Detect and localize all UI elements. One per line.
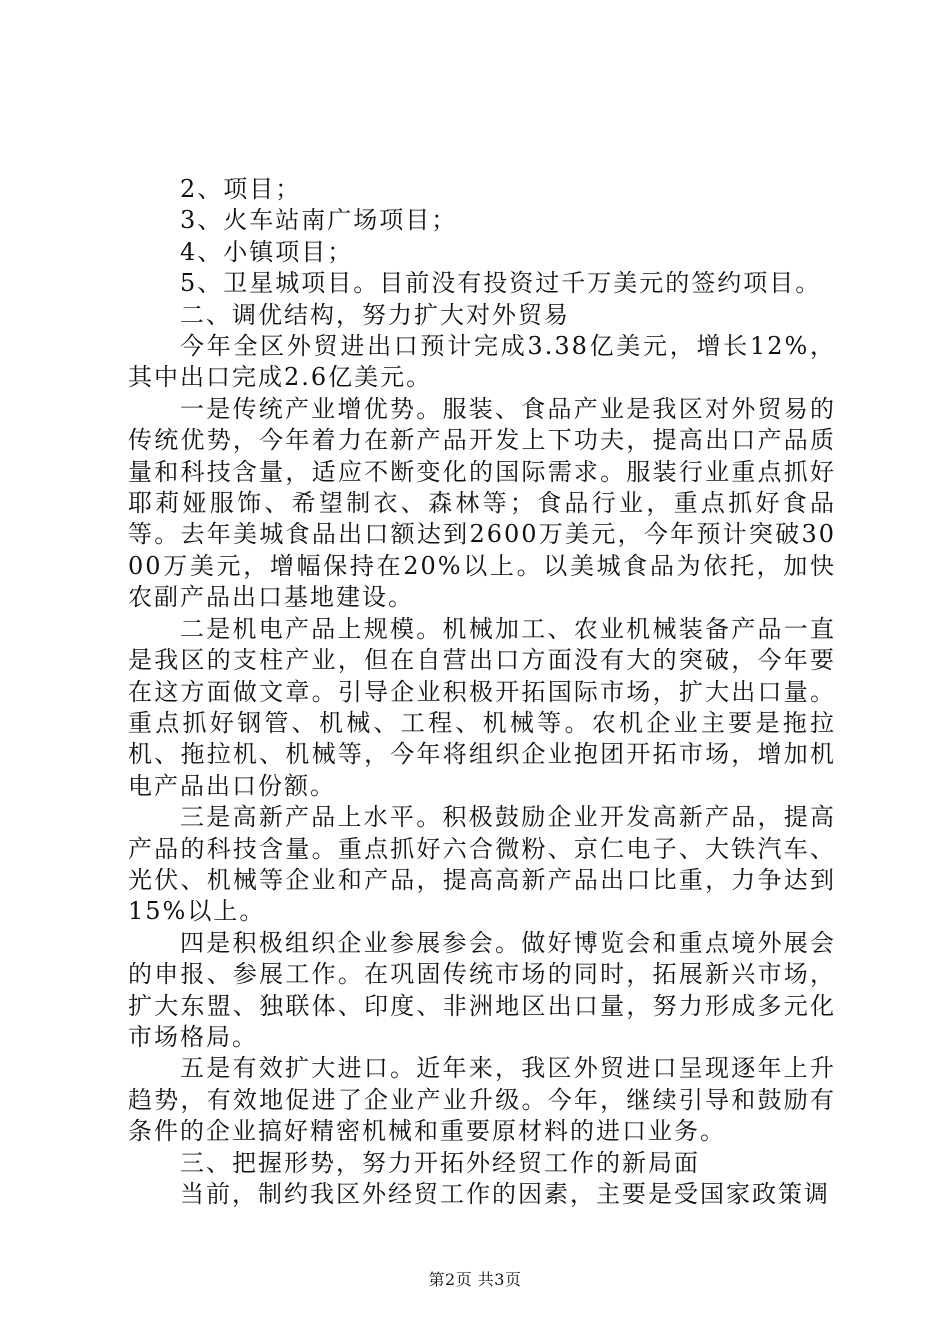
paragraph-trade-summary: 今年全区外贸进出口预计完成3.38亿美元，增长12%，其中出口完成2.6亿美元。 <box>128 332 836 392</box>
section-heading-3: 三、把握形势，努力开拓外经贸工作的新局面 <box>180 1148 700 1177</box>
section-heading-2: 二、调优结构，努力扩大对外贸易 <box>180 300 570 329</box>
list-item-4: 4、小镇项目； <box>180 237 354 266</box>
paragraph-traditional-industry: 一是传统产业增优势。服装、食品产业是我区对外贸易的传统优势，今年着力在新产品开发上下功夫，提高出口产品质量和科技含量，适应不断变化的国际需求。服装行业重点抓好耶莉娅服饰、希望制衣、森林等；食品行业，重点抓好食品等。去年美城食品出口额达到2600万美元，今年预计突破3000万美元，增幅保持在20%以上。以美城食品为依托，加快农副产品出口基地建设。 <box>128 394 836 612</box>
list-item-5: 5、卫星城项目。目前没有投资过千万美元的签约项目。 <box>180 269 822 298</box>
paragraph-current-situation: 当前，制约我区外经贸工作的因素，主要是受国家政策调 <box>180 1180 830 1208</box>
paragraph-exhibitions: 四是积极组织企业参展参会。做好博览会和重点境外展会的申报、参展工作。在巩固传统市场的同时，拓展新兴市场，扩大东盟、独联体、印度、非洲地区出口量，努力形成多元化市场格局。 <box>128 928 836 1051</box>
list-item-2: 2、项目； <box>180 175 302 203</box>
paragraph-high-tech: 三是高新产品上水平。积极鼓励企业开发高新产品，提高产品的科技含量。重点抓好六合微粉、京仁电子、大铁汽车、光伏、机械等企业和产品，提高高新产品出口比重，力争达到15%以上。 <box>128 803 836 926</box>
document-body <box>128 174 836 1210</box>
paragraph-imports: 五是有效扩大进口。近年来，我区外贸进口呈现逐年上升趋势，有效地促进了企业产业升级。今年，继续引导和鼓励有条件的企业搞好精密机械和重要原材料的进口业务。 <box>128 1054 836 1146</box>
paragraph-electromechanical: 二是机电产品上规模。机械加工、农业机械装备产品一直是我区的支柱产业，但在自营出口方面没有大的突破，今年要在这方面做文章。引导企业积极开拓国际市场，扩大出口量。重点抓好钢管、机械、工程、机械等。农机企业主要是拖拉机、拖拉机、机械等，今年将组织企业抱团开拓市场，增加机电产品出口份额。 <box>128 614 836 800</box>
page-number-footer: 第2页 共3页 <box>428 1270 522 1289</box>
list-item-3: 3、火车站南广场项目； <box>180 206 458 235</box>
